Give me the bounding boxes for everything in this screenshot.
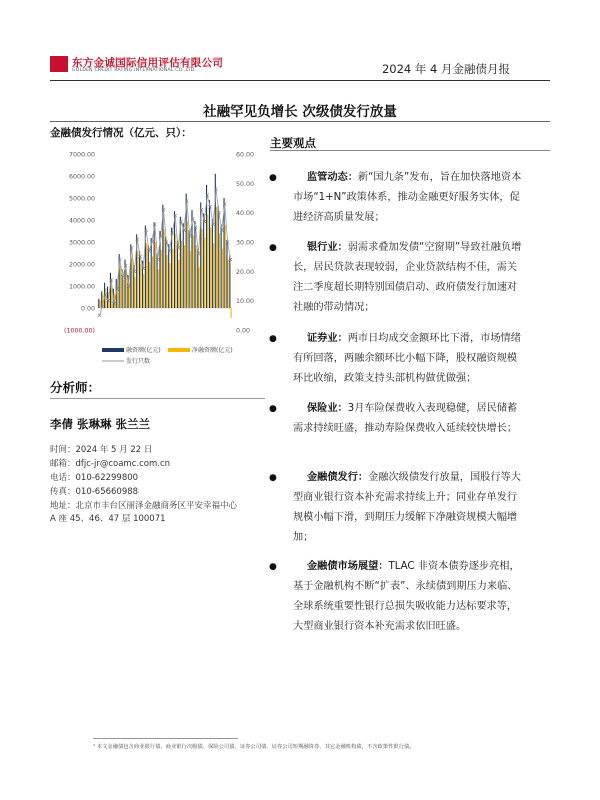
net-financing-bar xyxy=(175,234,176,308)
left-axis-tick-label: 5000.00 xyxy=(68,195,95,203)
right-axis-tick-label: 20.00 xyxy=(236,268,255,276)
financing-bar xyxy=(151,238,152,308)
net-financing-bar xyxy=(134,277,135,308)
contact-address-floor: A 座 45、46、47 层 100071 xyxy=(50,514,166,524)
left-axis-tick-label: 2000.00 xyxy=(68,261,95,269)
bullet-icon: ● xyxy=(269,473,277,483)
main-views-divider xyxy=(270,150,550,151)
financing-bar xyxy=(148,245,149,308)
net-financing-bar xyxy=(184,245,185,308)
financing-bar xyxy=(189,230,190,308)
view-text: 金融次级债发行放量，国股行等大型商业银行资本补充需求持续上升；同业存单发行规模小幅下滑，到期压力缓解下净融资规模大幅增加； xyxy=(293,472,521,543)
analyst-heading: 分析师： xyxy=(50,380,101,395)
financing-bar xyxy=(98,299,99,308)
financing-bar xyxy=(168,244,169,308)
company-name-en: GOLDEN CREDIT RATING INTERNATIONAL CO.,LTD. xyxy=(72,68,197,73)
bullet-icon: ● xyxy=(269,404,277,414)
view-text: 弱需求叠加发债“空窗期”导致社融负增长，居民贷款表现较弱，企业贷款结构不佳，需关注二季度超长期特别国债启动、政府债发行加速对社融的带动情况； xyxy=(293,242,522,313)
net-financing-bar xyxy=(187,221,188,308)
footnote-divider xyxy=(93,738,238,739)
financing-bar xyxy=(154,222,155,308)
view-label: 金融债市场展望： xyxy=(307,561,389,572)
net-financing-bar xyxy=(149,262,150,308)
financing-bar xyxy=(194,221,195,308)
company-name-cn: 东方金诚国际信用评估有限公司 xyxy=(72,57,224,69)
footnote: ¹ 本文金融债包含商业银行债、商业银行次级债、保险公司债、证券公司债、证券公司短期融资券、其它金融机构债，不含政策性银行债。 xyxy=(93,744,415,750)
left-axis-tick-label: 4000.00 xyxy=(68,217,95,225)
net-financing-bar xyxy=(120,265,121,308)
view-label: 银行业： xyxy=(307,242,348,253)
net-financing-bar xyxy=(126,271,127,308)
net-financing-bar xyxy=(155,242,156,308)
view-point-market-outlook xyxy=(269,557,527,637)
view-label: 金融债发行： xyxy=(307,472,369,483)
net-financing-bar xyxy=(196,245,197,308)
net-financing-bar xyxy=(158,270,159,309)
contact-email[interactable]: 邮箱：dfjc-jr@coamc.com.cn xyxy=(50,459,171,469)
net-financing-bar xyxy=(178,260,179,308)
net-financing-bar xyxy=(201,229,202,308)
view-point-bond-issuance xyxy=(269,468,527,548)
net-financing-bar xyxy=(132,259,133,309)
financing-bar xyxy=(139,251,140,308)
view-label: 证券业： xyxy=(307,333,348,344)
legend-swatch-net-financing xyxy=(168,348,190,352)
left-axis-tick-label: 6000.00 xyxy=(68,173,95,181)
title-divider xyxy=(50,121,550,122)
right-axis-tick-label: 10.00 xyxy=(236,298,255,306)
financing-bar xyxy=(165,237,166,309)
net-financing-bar xyxy=(225,226,226,309)
contact-fax: 传真：010-65660988 xyxy=(50,487,139,497)
financing-bar xyxy=(209,200,210,308)
net-financing-bar xyxy=(161,250,162,308)
legend-label-net-financing: 净融资额(亿元) xyxy=(192,347,233,354)
net-financing-bar xyxy=(231,308,232,318)
right-axis-tick-label: 30.00 xyxy=(236,239,255,247)
financing-bar xyxy=(197,249,198,308)
financing-bar xyxy=(226,240,227,308)
view-point-banking xyxy=(269,238,527,318)
financing-bar xyxy=(107,286,108,308)
net-financing-bar xyxy=(137,251,138,308)
view-text: TLAC 非资本债券逐步亮相，基于金融机构不断“扩表”、永续债到期压力来临、全球系统重要性银行总损失吸收能力达标要求等，大型商业银行资本补充需求依旧旺盛。 xyxy=(293,561,520,632)
left-axis-tick-label: 1000.00 xyxy=(68,283,95,291)
legend-swatch-financing xyxy=(102,348,124,352)
chart-heading: 金融债发行情况（亿元、只）： xyxy=(50,127,192,139)
net-financing-bar xyxy=(190,251,191,308)
net-financing-bar xyxy=(219,233,220,308)
view-text: 新“国九条”发布，旨在加快落地资本市场“1+N”政策体系，推动金融更好服务实体，促进经济高质量发展； xyxy=(293,172,522,223)
contact-phone: 电话：010-62299800 xyxy=(50,473,139,483)
left-axis-tick-label: (1000.00) xyxy=(64,327,95,335)
view-point-regulation xyxy=(269,168,527,228)
view-point-insurance xyxy=(269,399,527,439)
view-text: 3月车险保费收入表现稳健，居民储蓄需求持续旺盛，推动寿险保费收入延续较快增长； xyxy=(293,403,518,434)
financing-bar xyxy=(177,241,178,308)
net-financing-bar xyxy=(207,215,208,309)
bullet-icon: ● xyxy=(269,243,277,253)
net-financing-bar xyxy=(164,229,165,308)
net-financing-bar xyxy=(140,264,141,308)
right-axis-tick-label: 40.00 xyxy=(236,210,255,218)
net-financing-bar xyxy=(99,300,100,308)
net-financing-bar xyxy=(210,228,211,308)
analyst-divider xyxy=(50,398,265,399)
header-divider xyxy=(50,80,550,81)
report-name: 2024 年 4 月金融债月报 xyxy=(381,62,510,76)
net-financing-bar xyxy=(146,243,147,308)
net-financing-bar xyxy=(143,274,144,308)
net-financing-bar xyxy=(172,249,173,308)
net-financing-bar xyxy=(193,235,194,308)
contact-address: 地址：北京市丰台区丽泽金融商务区平安幸福中心 xyxy=(50,501,238,511)
bullet-icon: ● xyxy=(269,334,277,344)
bullet-icon: ● xyxy=(269,562,277,572)
left-axis-tick-label: 0.00 xyxy=(80,305,95,313)
financing-bar xyxy=(218,206,219,308)
page-title: 社融罕见负增长 次级债发行放量 xyxy=(203,104,397,120)
net-financing-bar xyxy=(216,207,217,308)
net-financing-bar xyxy=(123,279,124,308)
financing-bar xyxy=(229,255,230,308)
bullet-icon: ● xyxy=(269,173,277,183)
net-financing-bar xyxy=(213,243,214,308)
net-financing-bar xyxy=(204,238,205,308)
financing-bar xyxy=(203,213,204,308)
view-point-securities xyxy=(269,329,527,389)
net-financing-bar xyxy=(105,288,106,308)
net-financing-bar xyxy=(222,249,223,308)
view-label: 保险业： xyxy=(307,403,348,414)
view-label: 监管动态： xyxy=(307,172,358,183)
net-financing-bar xyxy=(199,267,200,308)
company-logo-mark xyxy=(50,56,68,72)
analyst-names: 李倩 张琳琳 张兰兰 xyxy=(50,417,151,431)
left-axis-tick-label: 3000.00 xyxy=(68,239,95,247)
net-financing-bar xyxy=(228,260,229,308)
legend-label-count: 发行只数 xyxy=(126,358,151,365)
view-text: 两市日均成交金额环比下滑，市场情绪有所回落，两融余额环比小幅下降，股权融资规模环比收缩，政策支持头部机构做优做强； xyxy=(293,333,521,384)
main-views-heading: 主要观点 xyxy=(270,136,316,150)
legend-label-financing: 融资额(亿元) xyxy=(126,347,161,354)
net-financing-bar xyxy=(181,241,182,308)
net-financing-bar xyxy=(152,256,153,308)
financing-bar xyxy=(221,224,222,308)
right-axis-tick-label: 0.00 xyxy=(236,327,251,335)
financing-bar xyxy=(156,253,157,308)
left-axis-tick-label: 7000.00 xyxy=(68,151,95,159)
financing-bar xyxy=(212,219,213,308)
issuance-chart xyxy=(50,142,270,367)
financing-bar xyxy=(174,211,175,308)
net-financing-bar xyxy=(166,255,167,308)
right-axis-tick-label: 60.00 xyxy=(236,151,255,159)
financing-bar xyxy=(183,223,184,308)
right-axis-tick-label: 50.00 xyxy=(236,180,255,188)
net-financing-bar xyxy=(169,263,170,308)
contact-date: 时间：2024 年 5 月 22 日 xyxy=(50,445,153,455)
